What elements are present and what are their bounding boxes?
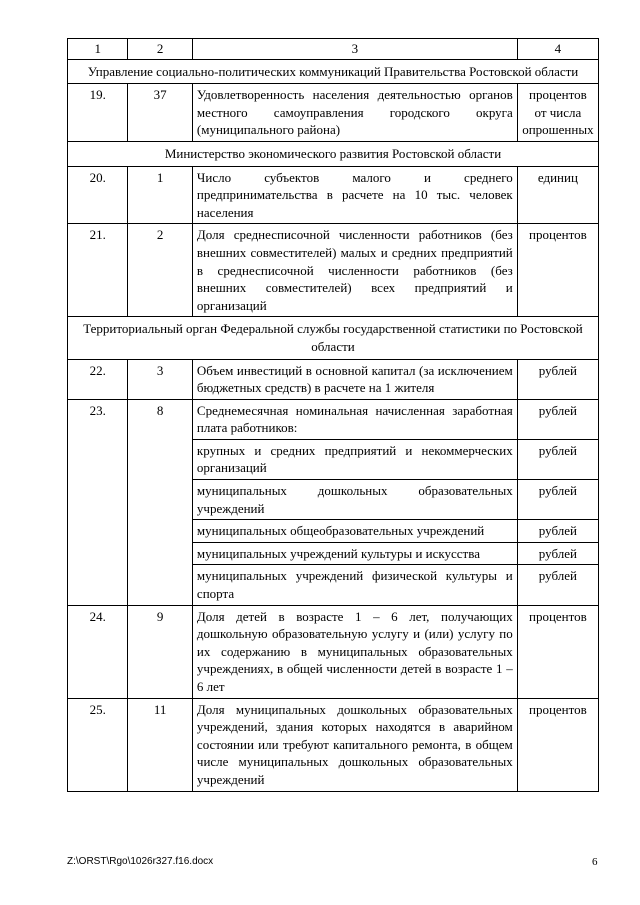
subrow-unit: рублей [517,542,598,565]
section-row [68,317,599,359]
row-number: 20. [68,166,128,224]
row-code: 2 [128,224,193,317]
subrow-unit: рублей [517,565,598,605]
subrow-description: крупных и средних предприятий и некоммерческих организаций [192,439,517,479]
row-unit: единиц [517,166,598,224]
subrow-description: муниципальных учреждений физической культуры и спорта [192,565,517,605]
row-number: 25. [68,698,128,791]
row-description: Доля детей в возрасте 1 – 6 лет, получающих дошкольную образовательную услугу и (или) услугу по их содержанию в муниципальных образовательных учреждениях, в общей численности детей в возрасте 1 – 6 лет [192,605,517,698]
page-number: 6 [592,856,598,868]
column-header-4: 4 [517,39,598,60]
column-header-2: 2 [128,39,193,60]
section-row [68,141,599,166]
table-row [68,84,599,142]
row-description: Доля среднесписочной численности работников (без внешних совместителей) малых и средних предприятий в среднесписочной численности работников (без внешних совместителей) всех предприятий и организаций [192,224,517,317]
section-title: Территориальный орган Федеральной службы государственной статистики по Ростовской области [68,317,599,359]
row-unit: рублей [517,359,598,399]
row-unit: процентов от числа опрошенных [517,84,598,142]
table-row [68,224,599,317]
indicator-table [67,38,599,792]
row-description: Удовлетворенность населения деятельностью органов местного самоуправления городского округа (муниципального района) [192,84,517,142]
row-description: Среднемесячная номинальная начисленная заработная плата работников: [192,399,517,439]
table-row [68,399,599,439]
row-code: 37 [128,84,193,142]
section-row [68,59,599,84]
row-unit: процентов [517,224,598,317]
row-description: Объем инвестиций в основной капитал (за исключением бюджетных средств) в расчете на 1 жителя [192,359,517,399]
row-number: 24. [68,605,128,698]
row-unit: процентов [517,605,598,698]
subrow-unit: рублей [517,439,598,479]
row-number: 22. [68,359,128,399]
footer-file-path: Z:\ORST\Rgo\1026r327.f16.docx [67,856,214,867]
column-header-3: 3 [192,39,517,60]
row-number: 21. [68,224,128,317]
subrow-description: муниципальных учреждений культуры и искусства [192,542,517,565]
row-description: Число субъектов малого и среднего предпринимательства в расчете на 10 тыс. человек населения [192,166,517,224]
section-title: Управление социально-политических коммуникаций Правительства Ростовской области [68,59,599,84]
row-code: 1 [128,166,193,224]
row-description: Доля муниципальных дошкольных образовательных учреждений, здания которых находятся в аварийном состоянии или требуют капитального ремонта, в общем числе муниципальных дошкольных образовательных учреждений [192,698,517,791]
row-number: 19. [68,84,128,142]
table-row [68,605,599,698]
row-code: 11 [128,698,193,791]
section-title: Министерство экономического развития Ростовской области [68,141,599,166]
subrow-unit: рублей [517,520,598,543]
row-number: 23. [68,399,128,605]
table-row [68,698,599,791]
column-header-row [68,39,599,60]
column-header-1: 1 [68,39,128,60]
subrow-description: муниципальных дошкольных образовательных учреждений [192,480,517,520]
row-code: 9 [128,605,193,698]
subrow-unit: рублей [517,480,598,520]
row-unit: процентов [517,698,598,791]
row-unit: рублей [517,399,598,439]
row-code: 8 [128,399,193,605]
table-row [68,359,599,399]
row-code: 3 [128,359,193,399]
subrow-description: муниципальных общеобразовательных учреждений [192,520,517,543]
table-row [68,166,599,224]
